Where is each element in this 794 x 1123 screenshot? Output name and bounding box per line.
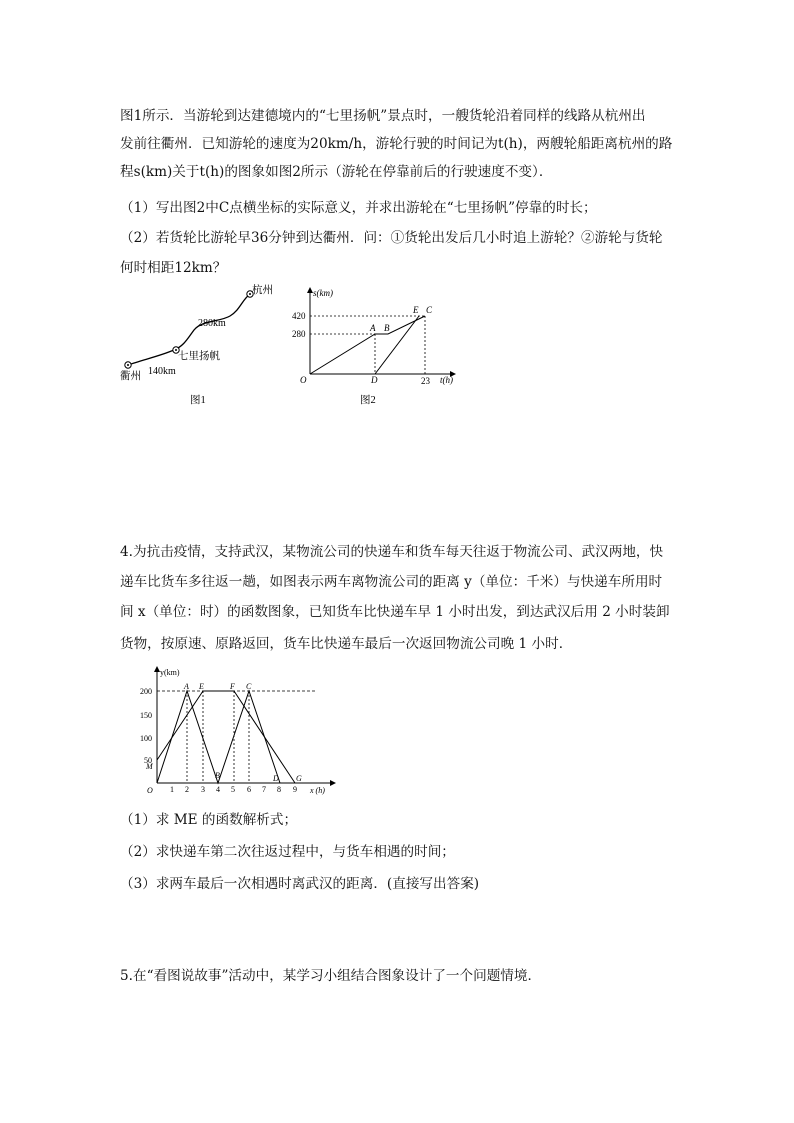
p3-intro-line-3: 程s(km)关于t(h)的图象如图2所示（游轮在停靠前后的行驶速度不变）． (120, 164, 553, 180)
p3-intro-line-2: 发前往衢州．已知游轮的速度为20km/h，游轮行驶的时间记为t(h)，两艘轮船距离杭州的路 (120, 136, 673, 152)
x-tick-8: 8 (277, 785, 281, 794)
point-D: D (371, 375, 378, 385)
figure-1-caption: 图1 (190, 395, 206, 406)
p3-intro-line-1: 图1所示．当游轮到达建德境内的“七里扬帆”景点时，一艘货轮沿着同样的线路从杭州出 (120, 108, 646, 124)
p3-question-2-line-1: （2）若货轮比游轮早36分钟到达衢州．问：①货轮出发后几小时追上游轮？②游轮与货轮 (120, 230, 663, 246)
y-tick-150: 150 (140, 711, 152, 720)
p3-question-1: （1）写出图2中C点横坐标的实际意义，并求出游轮在“七里扬帆”停靠的时长； (120, 200, 597, 216)
cruise-ship-line (310, 316, 425, 374)
x-tick-23: 23 (421, 376, 430, 386)
point-A: A (370, 323, 376, 333)
y-tick-labels (140, 687, 152, 765)
figure-1-route-map (112, 282, 282, 407)
x-tick-7: 7 (262, 785, 266, 794)
figure-2-caption: 图2 (360, 395, 376, 406)
distance-140-label: 140km (148, 366, 176, 377)
point-O: O (147, 786, 153, 795)
point-C: C (246, 682, 252, 691)
x-axis-label: x (h) (310, 786, 325, 795)
y-tick-100: 100 (140, 734, 152, 743)
x-tick-2: 2 (185, 785, 189, 794)
y-tick-280: 280 (292, 329, 306, 339)
p4-intro-line-2: 递车比货车多往返一趟，如图表示两车离物流公司的距离 y（单位：千米）与快递车所用时 (120, 574, 663, 590)
point-E: E (413, 305, 419, 315)
p4-intro-line-4: 货物，按原速、原路返回，货车比快递车最后一次返回物流公司晚 1 小时． (120, 636, 573, 652)
y-tick-420: 420 (292, 311, 306, 321)
figure-2-st-graph (288, 282, 468, 407)
point-B: B (215, 771, 220, 780)
t-axis-label: t(h) (440, 375, 453, 385)
point-M: M (146, 762, 153, 771)
y-tick-200: 200 (140, 687, 152, 696)
point-A: A (184, 682, 189, 691)
courier-van-line (157, 691, 280, 783)
x-tick-labels (170, 785, 297, 794)
point-O: O (300, 375, 307, 385)
problem-4-distance-graph (130, 664, 345, 799)
quzhou-marker (125, 362, 131, 368)
x-tick-3: 3 (201, 785, 205, 794)
cargo-truck-line (157, 691, 295, 783)
s-axis-label: s(km) (313, 288, 333, 298)
point-G: G (296, 774, 302, 783)
p4-intro-line-3: 间 x（单位：时）的函数图象，已知货车比快递车早 1 小时出发，到达武汉后用 2 小时装卸 (120, 604, 670, 620)
y-axis-label: y(km) (160, 668, 180, 677)
p4-intro-line-1: 4.为抗击疫情，支持武汉，某物流公司的快递车和货车每天往返于物流公司、武汉两地，快 (120, 544, 664, 560)
qilifan-label: 七里扬帆 (178, 351, 220, 362)
hangzhou-label: 杭州 (252, 285, 273, 296)
x-tick-6: 6 (247, 785, 251, 794)
p4-question-1: （1）求 ME 的函数解析式； (120, 812, 298, 828)
point-B: B (384, 323, 390, 333)
p4-question-2: （2）求快递车第二次往返过程中，与货车相遇的时间； (120, 844, 455, 860)
p3-question-2-line-2: 何时相距12km？ (120, 260, 227, 276)
point-D: D (273, 774, 279, 783)
cargo-ship-line (375, 316, 419, 374)
x-tick-4: 4 (216, 785, 220, 794)
x-tick-5: 5 (231, 785, 235, 794)
point-C: C (426, 305, 433, 315)
distance-280-label: 280km (198, 318, 226, 329)
x-tick-9: 9 (293, 785, 297, 794)
quzhou-label: 衢州 (120, 371, 141, 382)
p5-intro: 5.在“看图说故事”活动中，某学习小组结合图象设计了一个问题情境． (120, 968, 542, 984)
p4-question-3: （3）求两车最后一次相遇时离武汉的距离．(直接写出答案) (120, 876, 480, 892)
point-F: F (230, 682, 235, 691)
point-E: E (199, 682, 204, 691)
x-tick-1: 1 (170, 785, 174, 794)
y-tick-50: 50 (144, 756, 152, 765)
